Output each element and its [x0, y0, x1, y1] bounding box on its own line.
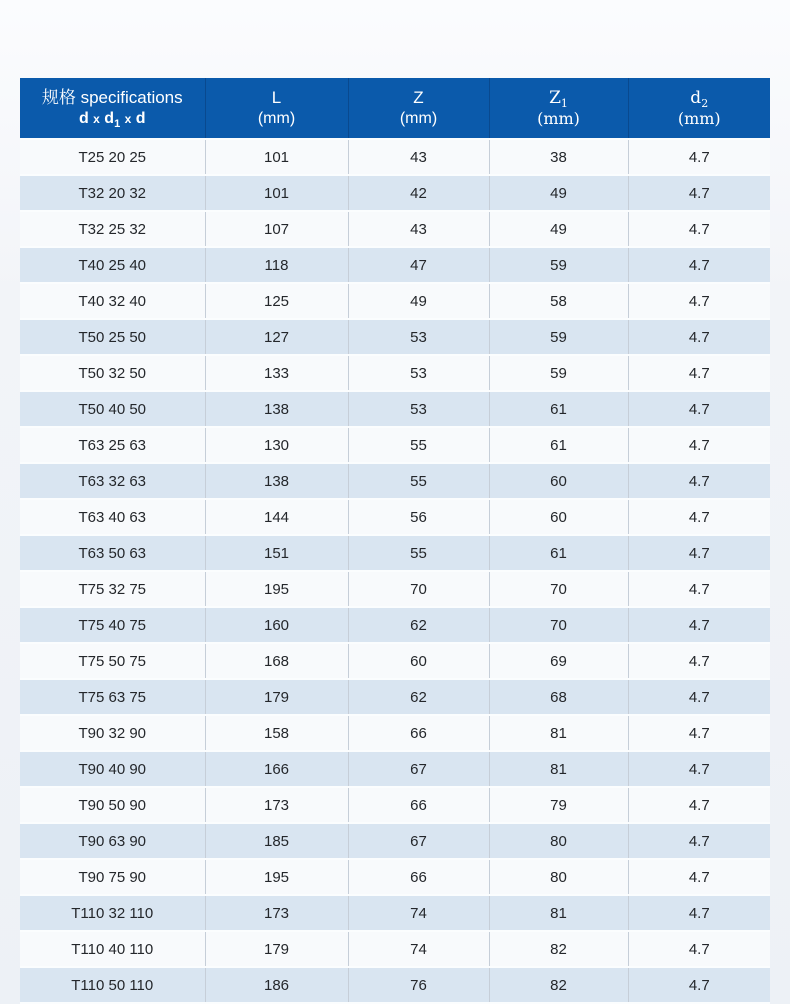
cell-Z: 53: [348, 391, 489, 427]
cell-spec: T32 20 32: [20, 175, 205, 211]
cell-L: 138: [205, 391, 348, 427]
cell-Z1: 58: [489, 283, 628, 319]
cell-Z: 66: [348, 787, 489, 823]
cell-Z: 62: [348, 679, 489, 715]
cell-Z1: 80: [489, 823, 628, 859]
header-text-segment: d: [131, 110, 146, 127]
cell-Z1: 61: [489, 535, 628, 571]
cell-spec: T75 63 75: [20, 679, 205, 715]
cell-Z: 67: [348, 751, 489, 787]
cell-L: 107: [205, 211, 348, 247]
header-text-segment: d: [690, 88, 702, 108]
table-row: [20, 427, 770, 463]
cell-d2: 4.7: [628, 319, 770, 355]
header-text-segment: (mm): [537, 109, 580, 128]
cell-spec: T40 32 40: [20, 283, 205, 319]
cell-Z1: 49: [489, 175, 628, 211]
cell-L: 185: [205, 823, 348, 859]
cell-spec: T90 32 90: [20, 715, 205, 751]
cell-Z: 53: [348, 319, 489, 355]
header-text-segment: Z: [549, 88, 561, 108]
cell-Z1: 79: [489, 787, 628, 823]
column-header-L: [205, 78, 348, 139]
column-header-spec: [20, 78, 205, 139]
cell-spec: T50 25 50: [20, 319, 205, 355]
cell-spec: T75 32 75: [20, 571, 205, 607]
cell-d2: 4.7: [628, 499, 770, 535]
cell-spec: T90 50 90: [20, 787, 205, 823]
cell-L: 138: [205, 463, 348, 499]
cell-L: 179: [205, 679, 348, 715]
table-row: [20, 247, 770, 283]
cell-d2: 4.7: [628, 211, 770, 247]
header-text-segment: 规格 specifications: [41, 88, 183, 107]
cell-spec: T63 25 63: [20, 427, 205, 463]
cell-Z1: 81: [489, 895, 628, 931]
cell-spec: T63 32 63: [20, 463, 205, 499]
cell-d2: 4.7: [628, 463, 770, 499]
cell-spec: T25 20 25: [20, 139, 205, 175]
cell-Z1: 69: [489, 643, 628, 679]
cell-Z1: 80: [489, 859, 628, 895]
cell-Z1: 61: [489, 427, 628, 463]
table-row: [20, 571, 770, 607]
cell-Z1: 59: [489, 247, 628, 283]
cell-L: 133: [205, 355, 348, 391]
column-header-line: [349, 87, 489, 109]
table-row: [20, 319, 770, 355]
table-row: [20, 967, 770, 1003]
table-row: [20, 895, 770, 931]
cell-spec: T63 40 63: [20, 499, 205, 535]
cell-L: 118: [205, 247, 348, 283]
cell-Z: 47: [348, 247, 489, 283]
cell-d2: 4.7: [628, 967, 770, 1003]
cell-spec: T50 32 50: [20, 355, 205, 391]
cell-d2: 4.7: [628, 607, 770, 643]
header-text-segment: d: [99, 110, 115, 127]
cell-d2: 4.7: [628, 679, 770, 715]
cell-Z: 55: [348, 463, 489, 499]
cell-Z1: 82: [489, 931, 628, 967]
cell-d2: 4.7: [628, 823, 770, 859]
cell-d2: 4.7: [628, 247, 770, 283]
cell-L: 101: [205, 175, 348, 211]
cell-Z: 56: [348, 499, 489, 535]
cell-Z1: 81: [489, 751, 628, 787]
table-row: [20, 823, 770, 859]
cell-L: 173: [205, 787, 348, 823]
cell-d2: 4.7: [628, 571, 770, 607]
cell-d2: 4.7: [628, 751, 770, 787]
table-row: [20, 499, 770, 535]
cell-d2: 4.7: [628, 175, 770, 211]
cell-L: 158: [205, 715, 348, 751]
cell-d2: 4.7: [628, 895, 770, 931]
cell-Z1: 68: [489, 679, 628, 715]
cell-Z: 43: [348, 139, 489, 175]
cell-d2: 4.7: [628, 535, 770, 571]
cell-spec: T75 50 75: [20, 643, 205, 679]
cell-Z: 43: [348, 211, 489, 247]
header-text-segment: (mm): [399, 110, 438, 127]
cell-spec: T63 50 63: [20, 535, 205, 571]
cell-Z: 55: [348, 427, 489, 463]
table-row: [20, 643, 770, 679]
cell-L: 195: [205, 859, 348, 895]
header-text-segment: 1: [560, 97, 568, 110]
header-text-segment: (mm): [677, 109, 721, 128]
cell-L: 151: [205, 535, 348, 571]
cell-L: 160: [205, 607, 348, 643]
cell-d2: 4.7: [628, 391, 770, 427]
table-row: [20, 679, 770, 715]
cell-Z1: 70: [489, 607, 628, 643]
cell-spec: T90 40 90: [20, 751, 205, 787]
cell-L: 144: [205, 499, 348, 535]
cell-d2: 4.7: [628, 283, 770, 319]
table-row: [20, 139, 770, 175]
specifications-table: [20, 78, 770, 1004]
cell-d2: 4.7: [628, 139, 770, 175]
cell-Z: 60: [348, 643, 489, 679]
cell-L: 166: [205, 751, 348, 787]
cell-Z: 67: [348, 823, 489, 859]
cell-Z1: 59: [489, 319, 628, 355]
cell-Z: 42: [348, 175, 489, 211]
cell-L: 179: [205, 931, 348, 967]
table-row: [20, 787, 770, 823]
column-header-line: [206, 109, 348, 129]
table-row: [20, 715, 770, 751]
table-row: [20, 463, 770, 499]
column-header-d2: [628, 78, 770, 139]
column-header-line: [20, 109, 205, 129]
header-text-segment: d: [78, 110, 94, 127]
cell-L: 101: [205, 139, 348, 175]
cell-Z1: 81: [489, 715, 628, 751]
cell-Z1: 60: [489, 499, 628, 535]
cell-L: 168: [205, 643, 348, 679]
column-header-line: [206, 87, 348, 109]
spec-table: [20, 78, 770, 1004]
header-text-segment: x: [93, 112, 100, 126]
cell-Z1: 61: [489, 391, 628, 427]
cell-spec: T50 40 50: [20, 391, 205, 427]
cell-Z1: 60: [489, 463, 628, 499]
column-header-line: [490, 87, 628, 109]
cell-spec: T90 75 90: [20, 859, 205, 895]
table-row: [20, 607, 770, 643]
cell-Z: 55: [348, 535, 489, 571]
cell-d2: 4.7: [628, 427, 770, 463]
cell-d2: 4.7: [628, 643, 770, 679]
cell-Z1: 82: [489, 967, 628, 1003]
table-row: [20, 859, 770, 895]
cell-spec: T75 40 75: [20, 607, 205, 643]
column-header-line: [349, 109, 489, 129]
cell-Z1: 49: [489, 211, 628, 247]
header-text-segment: L: [271, 88, 282, 107]
cell-spec: T110 40 110: [20, 931, 205, 967]
cell-Z1: 38: [489, 139, 628, 175]
header-text-segment: 2: [701, 97, 709, 110]
column-header-line: [629, 87, 771, 109]
cell-Z: 76: [348, 967, 489, 1003]
header-text-segment: 1: [114, 118, 121, 130]
table-row: [20, 175, 770, 211]
table-row: [20, 283, 770, 319]
cell-L: 173: [205, 895, 348, 931]
column-header-line: [490, 109, 628, 129]
header-text-segment: Z: [413, 88, 424, 107]
cell-Z: 66: [348, 859, 489, 895]
header-text-segment: (mm): [257, 110, 296, 127]
cell-L: 125: [205, 283, 348, 319]
cell-spec: T40 25 40: [20, 247, 205, 283]
cell-Z: 53: [348, 355, 489, 391]
cell-Z: 62: [348, 607, 489, 643]
cell-d2: 4.7: [628, 859, 770, 895]
cell-spec: T32 25 32: [20, 211, 205, 247]
cell-Z: 66: [348, 715, 489, 751]
cell-Z: 49: [348, 283, 489, 319]
cell-L: 130: [205, 427, 348, 463]
cell-spec: T90 63 90: [20, 823, 205, 859]
table-header-row: [20, 78, 770, 139]
cell-Z: 74: [348, 895, 489, 931]
table-row: [20, 211, 770, 247]
table-row: [20, 391, 770, 427]
column-header-Z1: [489, 78, 628, 139]
cell-d2: 4.7: [628, 715, 770, 751]
cell-Z: 74: [348, 931, 489, 967]
cell-spec: T110 32 110: [20, 895, 205, 931]
column-header-line: [629, 109, 771, 129]
column-header-line: [20, 87, 205, 109]
header-text-segment: x: [124, 112, 132, 126]
column-header-Z: [348, 78, 489, 139]
cell-L: 186: [205, 967, 348, 1003]
table-row: [20, 355, 770, 391]
cell-spec: T110 50 110: [20, 967, 205, 1003]
table-row: [20, 931, 770, 967]
cell-Z1: 70: [489, 571, 628, 607]
cell-Z1: 59: [489, 355, 628, 391]
table-row: [20, 751, 770, 787]
cell-Z: 70: [348, 571, 489, 607]
cell-d2: 4.7: [628, 931, 770, 967]
table-row: [20, 535, 770, 571]
cell-d2: 4.7: [628, 787, 770, 823]
cell-L: 127: [205, 319, 348, 355]
cell-L: 195: [205, 571, 348, 607]
cell-d2: 4.7: [628, 355, 770, 391]
